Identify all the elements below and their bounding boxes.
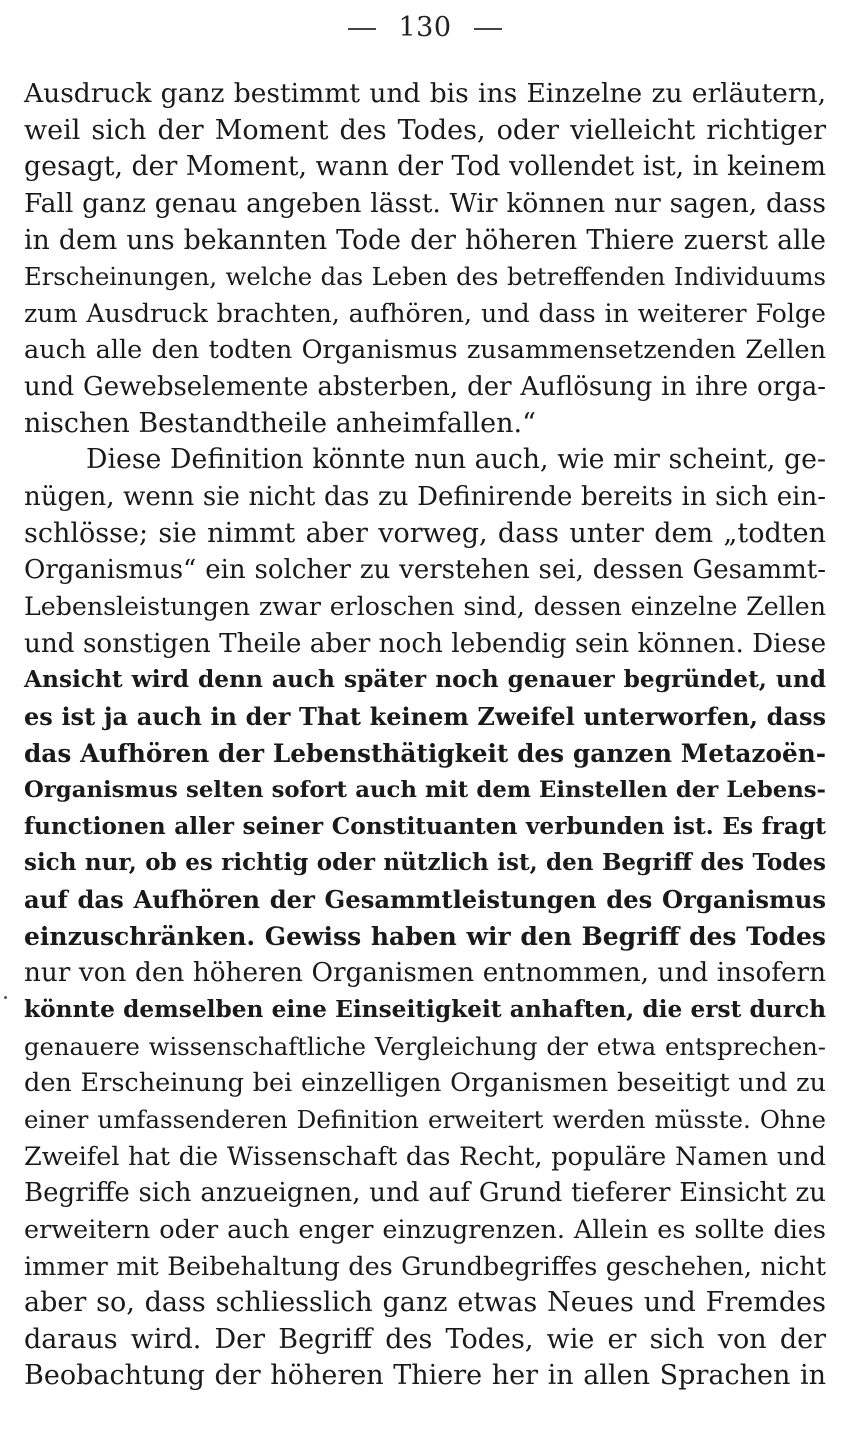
text-line: Fall ganz genau angeben lässt. Wir können nur sagen, dass	[24, 187, 826, 219]
text-line: auch alle den todten Organismus zusammensetzenden Zellen	[24, 335, 826, 366]
text-line: Begriffe sich anzueignen, und auf Grund tieferer Einsicht zu	[24, 1178, 826, 1209]
text-line: es ist ja auch in der That keinem Zweifel unterworfen, dass	[24, 701, 826, 731]
paragraph-first-line: Diese Definition könnte nun auch, wie mir scheint, ge-	[86, 444, 826, 476]
text-line: zum Ausdruck brachten, aufhören, und dass in weiterer Folge	[24, 298, 826, 328]
text-line: auf das Aufhören der Gesammtleistungen des Organismus	[24, 885, 826, 915]
text-line: in dem uns bekannten Tode der höheren Thiere zuerst alle	[24, 224, 826, 256]
text-line: immer mit Beibehaltung des Grundbegriffes geschehen, nicht	[24, 1251, 826, 1282]
text-line: aber so, dass schliesslich ganz etwas Neues und Fremdes	[24, 1287, 826, 1319]
text-line: Organismus selten sofort auch mit dem Einstellen der Lebens-	[24, 777, 826, 804]
header-dash-right	[474, 28, 502, 30]
text-line: Organismus“ ein solcher zu verstehen sei, dessen Gesammt-	[24, 555, 826, 586]
text-line: einer umfassenderen Definition erweitert werden müsste. Ohne	[24, 1104, 826, 1134]
text-line: Erscheinungen, welche das Leben des betreffenden Individuums	[24, 262, 826, 292]
page-number: 130	[398, 12, 452, 43]
text-line: Beobachtung der höheren Thiere her in allen Sprachen in	[24, 1360, 826, 1392]
text-line: einzuschränken. Gewiss haben wir den Begriff des Todes	[24, 921, 826, 951]
text-line: Ausdruck ganz bestimmt und bis ins Einzelne zu erläutern,	[24, 78, 826, 109]
text-line: nischen Bestandtheile anheimfallen.“	[24, 407, 536, 439]
header-dash-left	[348, 28, 376, 30]
text-line: genauere wissenschaftliche Vergleichung der etwa entsprechen-	[24, 1031, 826, 1061]
text-line: könnte demselben eine Einseitigkeit anhaften, die erst durch	[24, 996, 826, 1024]
text-line: Ansicht wird denn auch später noch genauer begründet, und	[24, 666, 826, 694]
text-line: den Erscheinung bei einzelligen Organismen beseitigt und zu	[24, 1068, 826, 1099]
text-line: erweitern oder auch enger einzugrenzen. Allein es sollte dies	[24, 1214, 826, 1245]
text-line: gesagt, der Moment, wann der Tod vollendet ist, in keinem	[24, 151, 826, 183]
page-header	[0, 10, 850, 46]
body-text	[24, 76, 826, 1395]
text-line: daraus wird. Der Begriff des Todes, wie er sich von der	[24, 1323, 826, 1355]
margin-dot	[4, 996, 7, 999]
text-line: schlösse; sie nimmt aber vorweg, dass unter dem „todten	[24, 517, 826, 549]
text-line: nügen, wenn sie nicht das zu Definirende bereits in sich ein-	[24, 482, 826, 513]
text-line: sich nur, ob es richtig oder nützlich ist, den Begriff des Todes	[24, 849, 826, 877]
text-line: Lebensleistungen zwar erloschen sind, dessen einzelne Zellen	[24, 591, 826, 621]
text-line: nur von den höheren Organismen entnommen, und insofern	[24, 958, 826, 989]
text-line: Zweifel hat die Wissenschaft das Recht, populäre Namen und	[24, 1141, 826, 1172]
text-line: und sonstigen Theile aber noch lebendig sein können. Diese	[24, 628, 827, 659]
text-line: functionen aller seiner Constituanten verbunden ist. Es fragt	[24, 812, 826, 840]
text-line: das Aufhören der Lebensthätigkeit des ganzen Metazoën-	[24, 738, 826, 768]
text-line: weil sich der Moment des Todes, oder vielleicht richtiger	[24, 114, 826, 146]
text-line: und Gewebselemente absterben, der Auflösung in ihre orga-	[24, 372, 826, 403]
